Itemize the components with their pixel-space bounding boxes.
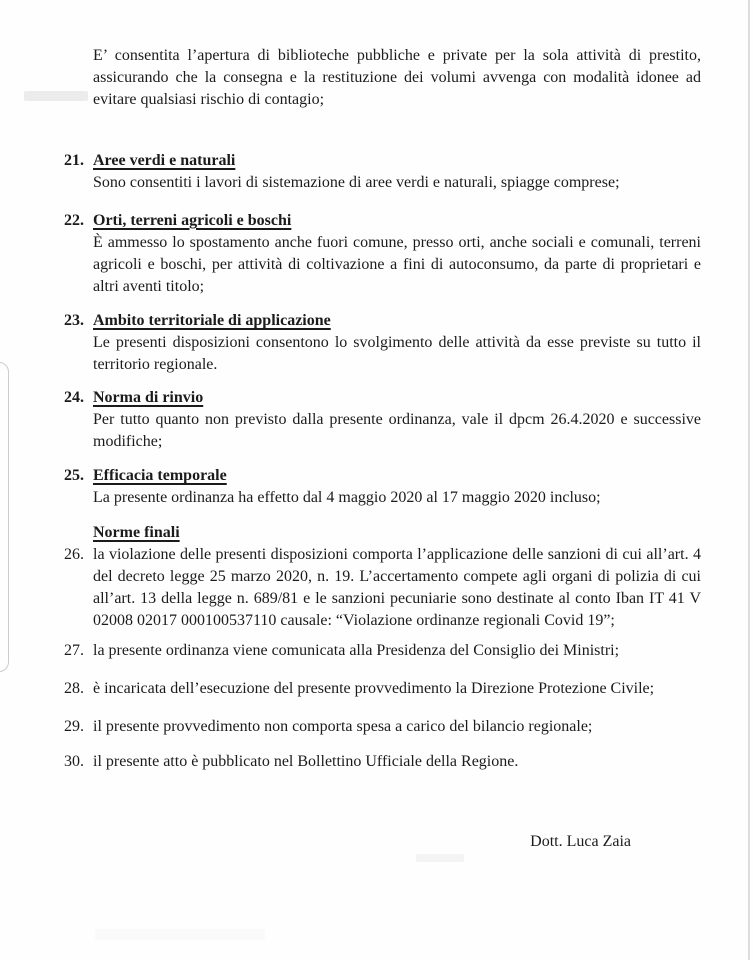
- item-number: 28.: [64, 680, 84, 697]
- ordinance-item: [64, 465, 701, 509]
- item-body: è incaricata dell’esecuzione del presente provvedimento la Direzione Protezione Civile;: [93, 680, 655, 697]
- intro-paragraph: E’ consentita l’apertura di biblioteche pubbliche e private per la sola attività di prestito, assicurando che la consegna e la restituzione dei volumi avvenga con modalità idonee ad evitare qualsiasi rischio di contagio;: [93, 47, 701, 108]
- scan-smudge: [416, 854, 464, 862]
- item-body: È ammesso lo spostamento anche fuori comune, presso orti, anche sociali e comunali, terreni agricoli e boschi, per attività di coltivazione a fini di autoconsumo, da parte di proprietari e altri aventi titolo;: [93, 234, 701, 295]
- item-number: 30.: [64, 753, 84, 770]
- item-heading-row: [93, 150, 701, 172]
- page-edge-line: [748, 0, 750, 960]
- ordinance-item: [64, 310, 701, 376]
- document-content: [64, 0, 701, 853]
- signature: Dott. Luca Zaia: [530, 833, 631, 850]
- item-body: il presente atto è pubblicato nel Bollettino Ufficiale della Regione.: [93, 753, 519, 770]
- item-number: 29.: [64, 718, 84, 735]
- item-body: Per tutto quanto non previsto dalla presente ordinanza, vale il dpcm 26.4.2020 e successive modifiche;: [93, 411, 701, 450]
- section-subheading: [93, 522, 701, 544]
- item-number: 26.: [64, 546, 84, 563]
- item-number: 21.: [64, 152, 84, 169]
- item-heading-row: [93, 310, 701, 332]
- item-heading-row: [93, 210, 701, 232]
- item-heading: Norma di rinvio: [93, 389, 204, 406]
- scan-smudge: [95, 929, 265, 940]
- item-number: 27.: [64, 642, 84, 659]
- item-number: 25.: [64, 467, 84, 484]
- ordinance-item: [64, 640, 701, 662]
- item-body: la presente ordinanza viene comunicata alla Presidenza del Consiglio dei Ministri;: [93, 642, 620, 659]
- scan-smudge: [24, 91, 88, 101]
- ordinance-item: [64, 751, 701, 773]
- ordinance-item: [64, 544, 701, 632]
- sections: [64, 150, 701, 773]
- ordinance-item: [64, 210, 701, 298]
- subheading-row: [93, 522, 701, 544]
- item-body: La presente ordinanza ha effetto dal 4 maggio 2020 al 17 maggio 2020 incluso;: [93, 489, 601, 506]
- item-body: il presente provvedimento non comporta spesa a carico del bilancio regionale;: [93, 718, 593, 735]
- item-number: 23.: [64, 312, 84, 329]
- item-heading: Efficacia temporale: [93, 467, 227, 484]
- ordinance-item: [64, 150, 701, 194]
- item-heading: Aree verdi e naturali: [93, 152, 236, 169]
- item-body: Sono consentiti i lavori di sistemazione di aree verdi e naturali, spiagge comprese;: [93, 174, 620, 191]
- subheading-text: Norme finali: [93, 524, 180, 541]
- item-heading-row: [93, 465, 701, 487]
- ordinance-item: [64, 678, 701, 700]
- item-body: Le presenti disposizioni consentono lo svolgimento delle attività da esse previste su tutto il territorio regionale.: [93, 334, 701, 373]
- item-body: la violazione delle presenti disposizioni comporta l’applicazione delle sanzioni di cui all’art. 4 del decreto legge 25 marzo 2020, n. 19. L’accertamento compete agli organi di polizia di cui all’art. 13 della legge n. 689/81 e le sanzioni pecuniarie sono destinate al conto Iban IT 41 V 02008 02017 000100537110 causale: “Violazione ordinanze regionali Covid 19”;: [93, 546, 701, 629]
- item-number: 22.: [64, 212, 84, 229]
- item-number: 24.: [64, 389, 84, 406]
- item-heading-row: [93, 387, 701, 409]
- ordinance-item: [64, 387, 701, 453]
- item-heading: Orti, terreni agricoli e boschi: [93, 212, 292, 229]
- item-heading: Ambito territoriale di applicazione: [93, 312, 331, 329]
- ordinance-item: [64, 716, 701, 738]
- page-curl-shadow: [0, 362, 9, 672]
